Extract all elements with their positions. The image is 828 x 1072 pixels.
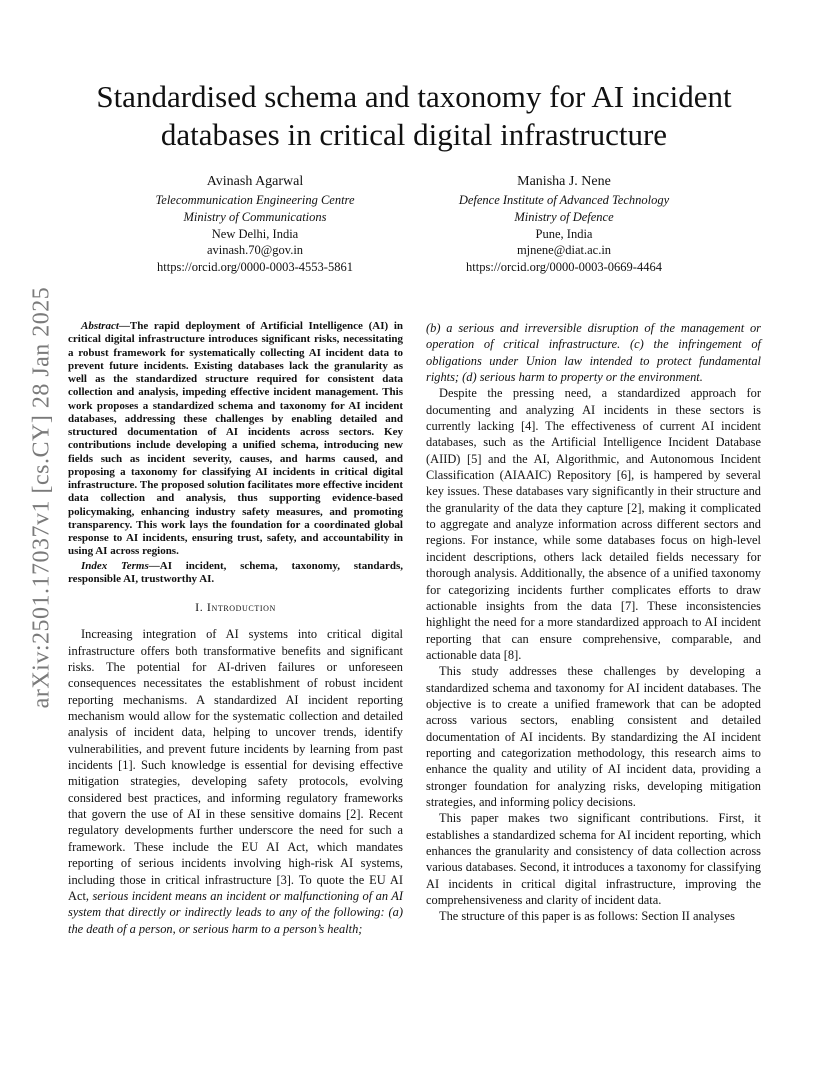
abstract-text: —The rapid deployment of Artificial Intelligence (AI) in critical digital infrastructure introduces significant risks, necessitating a robust framework for systematically collecting AI incident data to prevent future incidents. Existing databases lack the granularity as well as the standardized structure required for consistent data collection and analysis, impeding effective incident management. This work proposes a standardized schema and taxonomy for AI incident databases, addressing these challenges by enabling detailed and structured documentation of AI incidents across sectors. Key contributions include developing a unified schema, introducing new fields such as incident severity, causes, and harms caused, and proposing a taxonomy for classifying AI incidents in critical digital infrastructure. The proposed solution facilitates more effective incident data collection and analysis, thus supporting evidence-based policymaking, enhancing industry safety measures, and promoting transparency. This work lays the foundation for a coordinated global response to AI incidents, ensuring trust, safety, and accountability in using AI across regions. <box>68 320 403 558</box>
author-email[interactable]: mjnene@diat.ac.in <box>516 243 612 258</box>
author-location: New Delhi, India <box>211 226 299 241</box>
index-terms-label: Index Terms <box>81 559 149 572</box>
arxiv-id: arXiv:2501.17037v1 [cs.CY] 28 Jan 2025 <box>28 286 55 708</box>
left-column <box>68 320 403 937</box>
intro-quote: serious incident means an incident or malfunctioning of an AI system that directly or indirectly leads to any of the following: (a) the death of a person, or serious harm to a person’s health; <box>68 888 403 936</box>
body-paragraph: This paper makes two significant contributions. First, it establishes a standardized schema for AI incident reporting, which enhances the granularity and consistency of data collection across various databases. Second, it introduces a taxonomy for classifying AI incidents in critical digital infrastructure, improving the comprehensiveness and clarity of incident data. <box>426 811 761 908</box>
author-dept: Defence Institute of Advanced Technology <box>458 193 670 207</box>
section-title: Introduction <box>206 600 276 614</box>
author-name: Avinash Agarwal <box>206 174 304 189</box>
author-org: Ministry of Defence <box>514 209 614 224</box>
quote-continuation: (b) a serious and irreversible disruption of the management or operation of critical infrastructure. (c) the infringement of obligations under Union law intended to protect fundamental rights; (d) serious harm to property or the environment. <box>426 321 761 385</box>
right-column <box>426 320 761 925</box>
author-email[interactable]: avinash.70@gov.in <box>206 243 304 258</box>
paper-title: Standardised schema and taxonomy for AI incident databases in critical digital infrastructure <box>96 79 732 152</box>
body-paragraph: The structure of this paper is as follows: Section II analyses <box>439 909 735 924</box>
section-heading <box>68 599 403 615</box>
author-org: Ministry of Communications <box>183 209 327 224</box>
author-dept: Telecommunication Engineering Centre <box>155 193 355 207</box>
author-block-2 <box>414 173 714 276</box>
index-terms <box>68 560 403 587</box>
body-paragraph: Despite the pressing need, a standardized approach for documenting and analyzing AI incidents in these sectors is currently lacking [4]. The effectiveness of current AI incident databases, such as the Artificial Intelligence Incident Database (AIID) [5] and the AI, Algorithmic, and Autonomous Incident Classification (AIAAIC) Repository [6], is hampered by several key issues. These databases vary significantly in their structure and the granularity of the data they capture [2], making it complicated to aggregate and analyze information across different sectors and regions. For instance, while some databases focus on high-level incident descriptions, others lack detailed fields necessary for thorough analysis. Additionally, the absence of a unified taxonomy for categorizing incidents further complicates efforts to draw actionable insights from the data [7]. These inconsistencies highlight the need for a more standardized approach to AI incident reporting that can ensure comprehensive, comparable, and actionable data [8]. <box>426 386 761 662</box>
abstract-label: Abstract <box>81 320 119 332</box>
index-terms-text: —AI incident, schema, taxonomy, standards, responsible AI, trustworthy AI. <box>68 559 403 585</box>
author-name: Manisha J. Nene <box>517 174 611 189</box>
intro-paragraph <box>68 626 403 937</box>
abstract <box>68 320 403 559</box>
arxiv-watermark <box>26 262 58 732</box>
author-orcid[interactable]: https://orcid.org/0000-0003-4553-5861 <box>157 260 353 275</box>
author-orcid[interactable]: https://orcid.org/0000-0003-0669-4464 <box>466 260 662 275</box>
author-block-1 <box>105 173 405 276</box>
intro-text: Increasing integration of AI systems into critical digital infrastructure offers both transformative benefits and significant risks. The potential for AI-driven failures or unforeseen consequences necessitates the establishment of robust incident reporting mechanisms. A standardized AI incident reporting mechanism would allow for the systematic collection and detailed analysis of incident data, helping to uncover trends, identify vulnerabilities, and prevent future incidents by learning from past incidents [1]. Such knowledge is essential for devising effective mitigation strategies, developing safety protocols, evolving considered best practices, and informing regulatory frameworks that govern the use of AI in these sensitive domains [2]. Recent regulatory developments further underscore the need for such a framework. These include the EU AI Act, which mandates reporting of serious incidents involving high-risk AI systems, including those in critical infrastructure [3]. To quote the EU AI Act, <box>68 627 403 903</box>
author-location: Pune, India <box>535 226 593 241</box>
section-number: I. <box>195 600 204 614</box>
body-paragraph: This study addresses these challenges by developing a standardized schema and taxonomy for AI incident databases. The objective is to create a unified framework that can be adopted across various sectors, enabling consistent and detailed documentation of AI incidents. By standardizing the AI incident reporting and categorization methodology, this research aims to enhance the quality and utility of AI incident data, providing a stronger foundation for analyzing risks, developing mitigation strategies, and informing policy decisions. <box>426 664 761 809</box>
